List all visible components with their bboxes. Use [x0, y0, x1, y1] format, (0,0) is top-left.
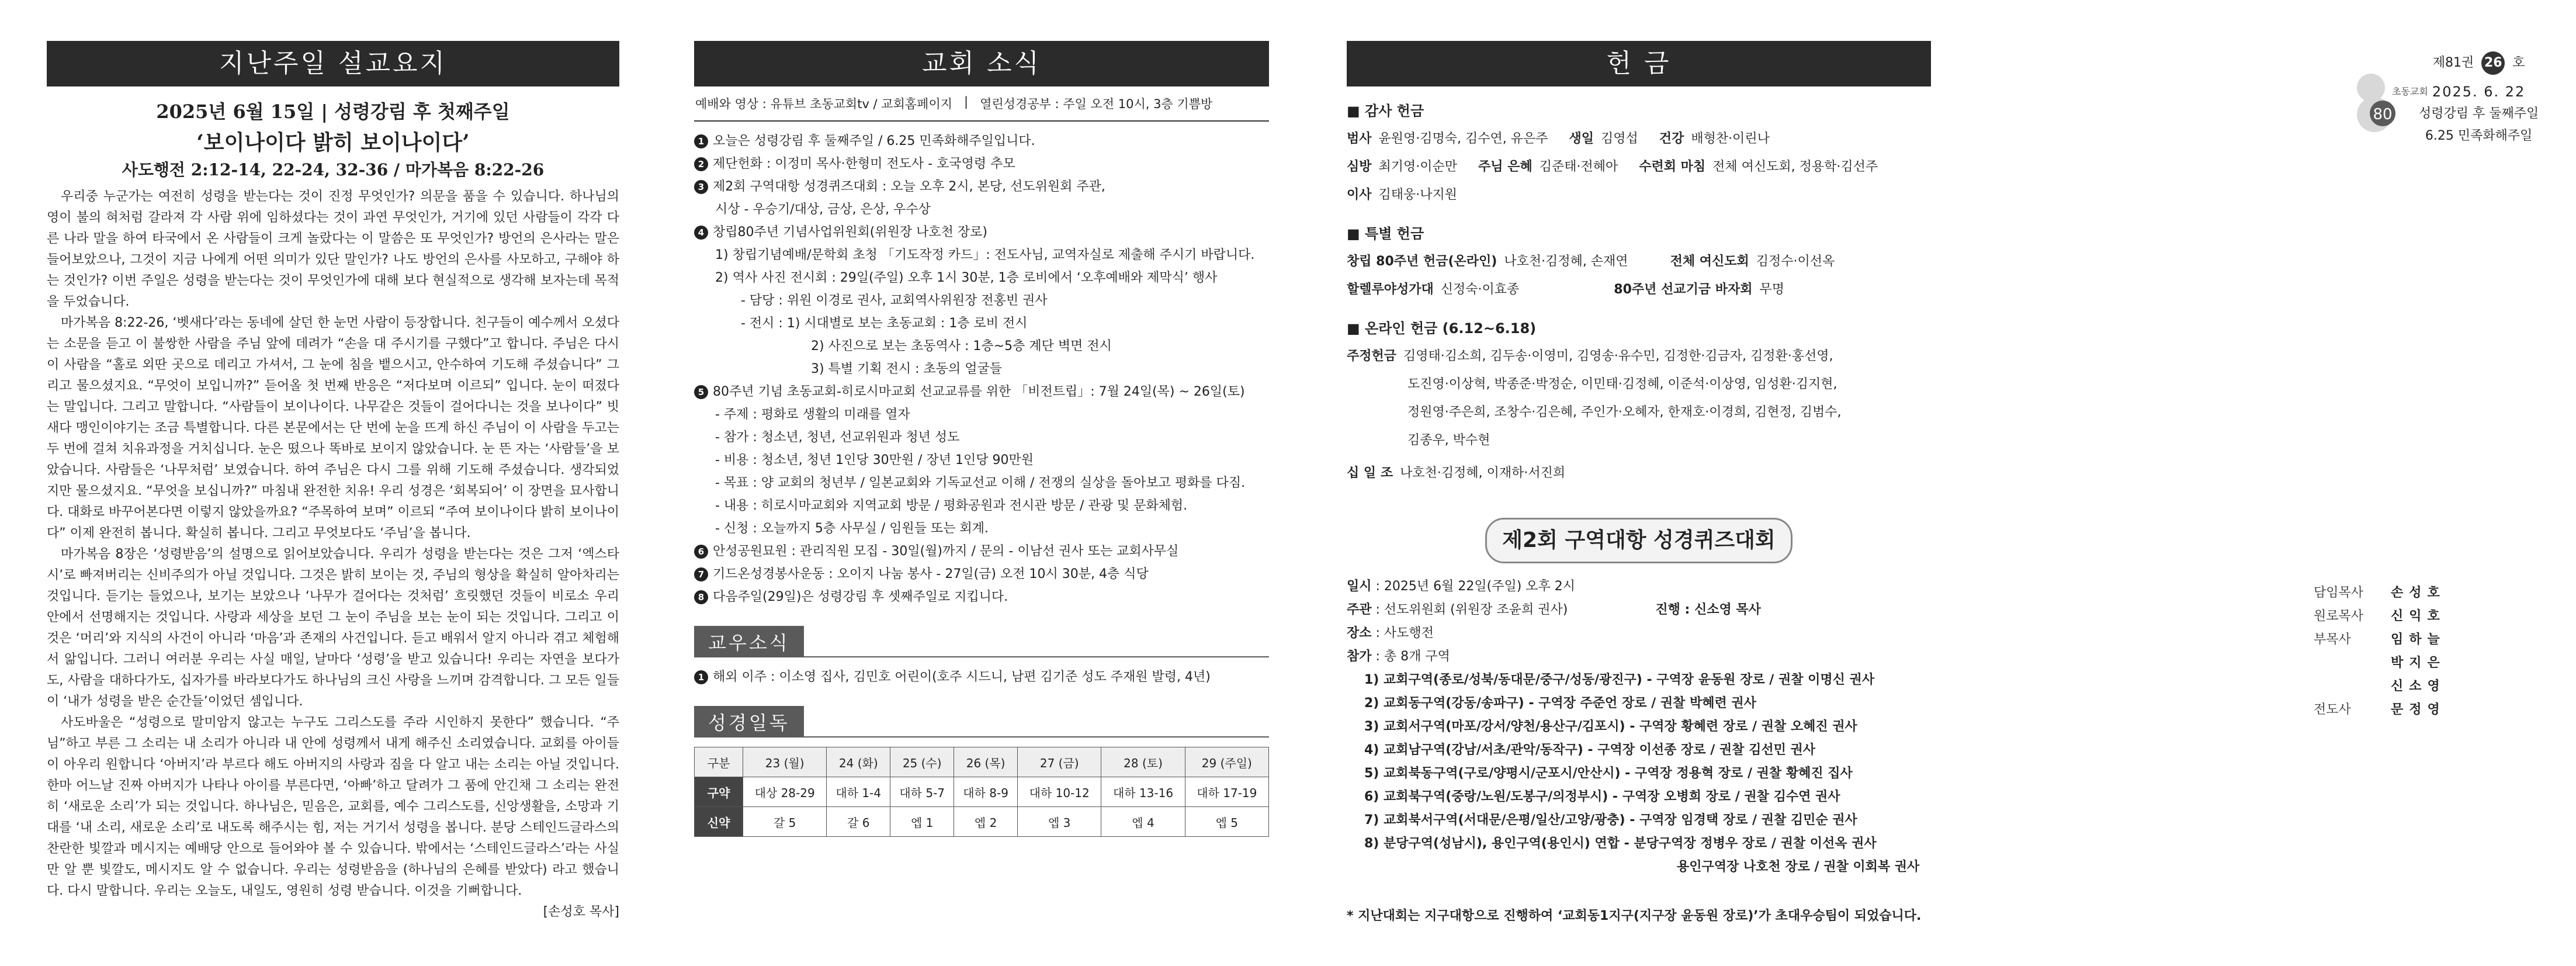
issue-number-badge: 26: [2481, 51, 2505, 75]
row-header: 구약: [695, 777, 743, 807]
news-info-bar: [694, 86, 1269, 122]
event-line: 장소 : 사도행전: [1347, 626, 1434, 640]
issue-suffix: 호: [2512, 56, 2525, 70]
list-item: - 신청 : 오늘까지 5층 사무실 / 임원들 또는 회계.: [715, 521, 989, 536]
number-badge-icon: 4: [694, 226, 708, 240]
table-header: 23 (월): [743, 747, 827, 777]
news-column: [694, 41, 1269, 837]
list-item: - 전시 : 1) 시대별로 보는 초동교회 : 1층 로비 전시: [741, 316, 1028, 331]
offering-column: [1347, 41, 1931, 879]
staff-row: 박지은: [2391, 656, 2446, 670]
table-header: 29 (주일): [1185, 747, 1268, 777]
number-badge-icon: 2: [694, 157, 708, 171]
table-row: [695, 807, 1269, 837]
special-offering-title: ■ 특별 헌금: [1347, 226, 1424, 242]
list-item: - 담당 : 위원 이경로 권사, 교회역사위원장 전홍빈 권사: [741, 293, 1048, 308]
offering-row: 십 일 조 나호천·김정혜, 이재하·서진희: [1347, 466, 1566, 480]
list-item: 2) 사진으로 보는 초동역사 : 1층~5층 계단 벽면 전시: [811, 339, 1112, 354]
list-item: - 참가 : 청소년, 청년, 선교위원과 청년 성도: [715, 430, 960, 445]
team-line: 7) 교회북서구역(서대문/은평/일산/고양/광충) - 구역장 임경택 장로 / 권찰 김민순 권사: [1364, 813, 1857, 827]
pastoral-news-title: 교우소식: [694, 626, 804, 657]
offering-row: 정원영·주은희, 조창수·김은혜, 주인가·오혜자, 한재호·이경희, 김현정, 김범수,: [1407, 405, 1842, 420]
list-item: - 비용 : 청소년, 청년 1인당 30만원 / 장년 1인당 90만원: [715, 453, 1034, 468]
team-line: 1) 교회구역(종로/성북/동대문/중구/성동/광진구) - 구역장 윤동원 장로 / 권찰 이명신 권사: [1364, 673, 1875, 687]
event-line: 주관 : 선도위원회 (위원장 조윤희 권사) 진행 : 신소영 목사: [1347, 598, 1931, 622]
issue-special-day: 6.25 민족화해주일: [2425, 129, 2533, 143]
quiz-note: * 지난대회는 지구대항으로 진행하여 ‘교회동1지구(지구장 윤동원 장로)’가 초대우승팀이 되었습니다.: [1347, 909, 1922, 923]
sermon-scripture: 사도행전 2:12-14, 22-24, 32-36 / 마가복음 8:22-26: [122, 160, 545, 179]
table-cell: 엡 1: [890, 807, 954, 837]
sermon-column: [47, 41, 619, 923]
quiz-event-title: 제2회 구역대항 성경퀴즈대회: [1485, 518, 1793, 563]
list-item: 2) 역사 사진 전시회 : 29일(주일) 오후 1시 30분, 1층 로비에서 ‘오후예배와 제막식’ 행사: [715, 271, 1218, 285]
team-line: 2) 교회동구역(강동/송파구) - 구역장 주준언 장로 / 권찰 박혜련 권사: [1364, 696, 1756, 711]
staff-row: 신소영: [2391, 679, 2446, 694]
news-banner: 교회 소식: [694, 41, 1269, 86]
offering-row: 주정헌금 김영태·김소희, 김두송·이영미, 김영송·유수민, 김정한·김금자, 김정환·홍선영,: [1347, 349, 1833, 363]
team-line: 용인구역장 나호천 장로 / 권찰 이회복 권사: [1677, 860, 1920, 874]
table-cell: 갈 5: [743, 807, 827, 837]
number-badge-icon: 5: [694, 385, 708, 399]
logo-mark: 80: [2373, 106, 2393, 123]
thanks-offering-title: ■ 감사 헌금: [1347, 103, 1424, 119]
table-cell: 엡 3: [1018, 807, 1101, 837]
table-header: 27 (금): [1018, 747, 1101, 777]
offering-row: 창립 80주년 헌금(온라인) 나호천·김정혜, 손재연 전체 여신도회 김정수·이선옥: [1347, 254, 1835, 269]
info-worship-video: 예배와 영상 : 유튜브 초동교회tv / 교회홈페이지: [695, 97, 953, 111]
list-item: 시상 - 우승기/대상, 금상, 은상, 우수상: [715, 202, 931, 217]
sermon-paragraph: 마가복음 8:22-26, ‘벳새다’라는 동네에 살던 한 눈먼 사람이 등장합니다. 친구들이 예수께서 오셨다는 소문을 듣고 이 불쌍한 사람을 주님 앞에 데려가 “손을 대 주시기를 구했다”고 합니다. 주님은 다시 이 사람을 “홀로 외딴 곳으로 데리고 가셔서, 그 눈에 침을 뱉으시고, 안수하여 기도해 주셨습니다” 그리고 물으셨지요. “무엇이 보입니까?” 듣어올 첫 번째 반응은 “저다보며 이르되” 입니다. 눈이 떠졌다는 말입니다. 그리고 말합니다. “사람들이 보이나이다. 나무같은 것들이 걸어다니는 것을 보나이다” 빗새다 맹인이야기는 조금 특별합니다. 다른 본문에서는 단 번에 눈을 뜨게 하신 주님이 이 사람을 두고는 두 번에 걸쳐 치유과정을 거치십니다. 눈은 떴으나 똑바로 보이지 않았습니다. 눈 뜬 자는 ‘사람들’을 보았습니다. 사람들은 ‘나무처럼’ 보였습니다. 하여 주님은 다시 그를 위해 기도해 주셨습니다. 생각되었지만 물으셨지요. “무엇을 보십니까?” 마침내 완전한 치유! 우리 성경은 ‘회복되어’ 이 장면을 묘사합니다. 대화로 바꾸어본다면 이렇지 않았을까요? “주목하여 보며” 이르되 “주여 보이나이다 밝히 보이나이다” 이제 완전히 봅니다. 확실히 봅니다. 그리고 무엇보다도 ‘주님’을 봅니다.: [47, 316, 619, 541]
offering-row: 김종우, 박수현: [1407, 433, 1490, 448]
team-line: 5) 교회북동구역(구로/양평시/군포시/안산시) - 구역장 정용혁 장로 / 권찰 황혜진 집사: [1364, 766, 1853, 781]
church-logo: [2349, 70, 2428, 137]
pastoral-news-list: [694, 666, 1269, 688]
sermon-banner: 지난주일 설교요지: [47, 41, 619, 86]
issue-date: 2025. 6. 22: [2432, 84, 2526, 100]
list-item: 3 제2회 구역대항 성경퀴즈대회 : 오늘 오후 2시, 본당, 선도위원회 주관,: [694, 175, 1269, 198]
offering-row: 할렐루야성가대 신정숙·이효종 80주년 선교기금 바자회 무명: [1347, 282, 1784, 297]
table-cell: 대하 5-7: [890, 777, 954, 807]
table-cell: 대상 28-29: [743, 777, 827, 807]
table-header: 28 (토): [1101, 747, 1185, 777]
row-header: 신약: [695, 807, 743, 837]
list-item: 6 안성공원묘원 : 관리직원 모집 - 30일(월)까지 / 문의 - 이남선 권사 또는 교회사무실: [694, 540, 1269, 563]
list-item: 1 해외 이주 : 이소영 집사, 김민호 어린이(호주 시드니, 남편 김기준 성도 주재원 발령, 4년): [694, 666, 1269, 688]
number-badge-icon: 8: [694, 590, 708, 604]
list-item: 7 기드온성경봉사운동 : 오이지 나눔 봉사 - 27일(금) 오전 10시 30분, 4층 식당: [694, 563, 1269, 586]
number-badge-icon: 6: [694, 545, 708, 559]
offering-row: 심방 최기영·이순만 주님 은혜 김준태·전혜아 수련회 마침 전체 여신도회, 정용학·김선주: [1347, 160, 1878, 174]
list-item: - 목표 : 양 교회의 청년부 / 일본교회와 기독교선교 이해 / 전쟁의 실상을 돌아보고 평화를 다짐.: [715, 476, 1246, 490]
table-cell: 엡 4: [1101, 807, 1185, 837]
table-row: [695, 777, 1269, 807]
list-item: - 내용 : 히로시마교회와 지역교회 방문 / 평화공원과 전시관 방문 / 관광 및 문화체험.: [715, 498, 1188, 513]
bible-reading-table: [694, 747, 1269, 837]
table-cell: 대하 8-9: [954, 777, 1018, 807]
news-list: [694, 130, 1269, 608]
issue-line: [2419, 51, 2539, 75]
church-name: 초동교회: [2392, 86, 2428, 97]
sermon-paragraph: 마가복음 8장은 ‘성령받음’의 설명으로 읽어보았습니다. 우리가 성령을 받는다는 것은 그저 ‘엑스타시’로 빠져버리는 신비주의가 아닐 것입니다. 그것은 밝히 보이는 것, 주님의 형상을 확실히 알아차리는 것입니다. 듣기는 들었으나, 보기는 보았으나 ‘나무가 걸어다는 것처럼’ 흐릿했던 것들이 비로소 우리 안에서 선명해지는 것입니다. 사랑과 세상을 보던 그 눈이 주님을 보는 눈이 되는 것입니다. 그리고 이것은 ‘머리’와 지식의 사건이 아니라 ‘마음’과 존재의 사건입니다. 듣고 배워서 알지 아니라 겪고 체험해서 앎입니다. 그러니 여러분 우리는 사실 매일, 날마다 ‘성령’을 받고 있습니다! 우리는 자연을 보다가도, 사람을 대하다가도, 십자가를 바라보다가도 하나님의 크신 사랑을 느끼며 감격합니다. 그 모든 일들이 ‘내가 성령을 받은 순간들’이었던 셈입니다.: [47, 547, 619, 709]
number-badge-icon: 3: [694, 180, 708, 194]
list-item: 3) 특별 기획 전시 : 초동의 얼굴들: [811, 362, 1002, 376]
team-line: 3) 교회서구역(마포/강서/양천/용산구/김포시) - 구역장 황혜련 장로 / 권찰 오혜진 권사: [1364, 719, 1857, 734]
sermon-paragraph: 사도바울은 “성령으로 말미암지 않고는 누구도 그리스도를 주라 시인하지 못한다” 했습니다. “주님”하고 부른 그 소리는 내 소리가 아니라 내 안에 성령께서 내게 해주신 소리였습니다. 교회를 아이들이 아우리 원합니다 ‘아버지’라 부르다 해도 아버지의 사랑과 짐을 다 알고 내는 소리는 아닐 것입니다. 한마 어느날 진짜 아버지가 나타나 아이를 부른다면, ‘아빠’하고 달려가 그 품에 안긴채 그 소리는 완전히 ‘새로운 소리’가 되는 것입니다. 하나님은, 믿음은, 교회를, 예수 그리스도를, 신앙생활을, 소망과 기대를 ‘내 소리, 새로운 소리’로 내도록 해주시는 힘, 저는 거기서 성령을 봅니다. 분당 스테인드글라스의 찬란한 빛깔과 메시지는 예배당 안으로 들어와야 볼 수 있습니다. 밖에서는 ‘스테인드글라스’라는 사실만 알 뿐 빛깔도, 메시지도 알 수 없습니다. 우리는 성령받음을 (하나님의 은혜를 받았다) 라고 했습니다. 다시 말합니다. 우리는 오늘도, 내일도, 영원히 성령 받습니다. 이것을 기뻐합니다.: [47, 715, 619, 898]
event-line: 일시 : 2025년 6월 22일(주일) 오후 2시: [1347, 579, 1576, 594]
event-host: 진행 : 신소영 목사: [1655, 603, 1761, 617]
team-line: 8) 분당구역(성남시), 용인구역(용인시) 연합 - 분당구역장 정병우 장로 / 권찰 이선옥 권사: [1364, 836, 1877, 851]
list-item: 5 80주년 기념 초동교회-히로시마교회 선교교류를 위한 「비전트립」: 7월 24일(목) ~ 26일(토): [694, 380, 1269, 403]
table-header: 24 (화): [827, 747, 890, 777]
offering-row: 도진영·이상혁, 박종준·박정순, 이민태·김정혜, 이준석·이상영, 임성환·김지현,: [1407, 377, 1837, 392]
offering-row: 범사 윤원영·김명숙, 김수연, 유은주 생일 김영섭 건강 배형찬·이린나: [1347, 131, 1770, 146]
info-separator: |: [964, 95, 969, 109]
team-line: 6) 교회북구역(중랑/노원/도봉구/의정부시) - 구역장 오병희 장로 / 권찰 김수연 권사: [1364, 790, 1840, 804]
number-badge-icon: 7: [694, 567, 708, 581]
info-bible-study: 열린성경공부 : 주일 오전 10시, 3층 기쁨방: [980, 97, 1213, 111]
staff-row: 부목사 임하늘: [2314, 632, 2446, 647]
staff-row: 원로목사 신익호: [2314, 609, 2446, 624]
number-badge-icon: 1: [694, 670, 708, 684]
table-cell: 대하 17-19: [1185, 777, 1268, 807]
list-item: 4 창립80주년 기념사업위원회(위원장 나호천 장로): [694, 221, 1269, 244]
issue-meta: [2419, 51, 2539, 147]
table-cell: 갈 6: [827, 807, 890, 837]
issue-sunday: 성령강림 후 둘째주일: [2419, 106, 2539, 121]
volume: 제81권: [2432, 56, 2474, 70]
sermon-paragraph: 우리중 누군가는 여전히 성령을 받는다는 것이 진정 무엇인가? 의문을 품을 수 있습니다. 하나님의 영이 불의 혀처럼 갈라져 각 사람 위에 임하셨다는 것이 과연 무엇인가, 거기에 있던 사람들이 각각 다른 나라 말을 하여 타국에서 온 사람들이 크게 놀랐다는 이 말씀은 또 무엇인가? 방언의 은사라는 말은 들어보았으나, 그것이 지금 나에게 어떤 의미가 있단 말인가? 나도 방언의 은사를 사모하고, 구해야 하는 것인가? 이번 주일은 성령을 받는다는 것이 무엇인가에 대해 보다 현실적으로 생각해 보자는데 목적을 두었습니다.: [47, 189, 619, 309]
table-header: 구분: [695, 747, 743, 777]
church-logo-icon: [2349, 70, 2413, 134]
list-item: - 주제 : 평화로 생활의 미래를 열자: [715, 407, 910, 422]
table-cell: 엡 5: [1185, 807, 1268, 837]
online-offering-title: ■ 온라인 헌금 (6.12~6.18): [1347, 320, 1537, 337]
offering-banner: 헌 금: [1347, 41, 1931, 86]
team-line: 4) 교회남구역(강남/서초/관악/동작구) - 구역장 이선종 장로 / 권찰 김선민 권사: [1364, 743, 1815, 757]
sermon-date: 2025년 6월 15일 | 성령강림 후 첫째주일: [156, 101, 510, 123]
list-item: 2 제단헌화 : 이정미 목사·한형미 전도사 - 호국영령 추모: [694, 153, 1269, 175]
sermon-title: ‘보이나이다 밝히 보이나이다’: [196, 130, 470, 155]
table-header: 26 (목): [954, 747, 1018, 777]
table-cell: 대하 10-12: [1018, 777, 1101, 807]
list-item: 1) 창립기념예배/문학회 초청 「기도작정 카드」: 전도사님, 교역자실로 제출해 주시기 바랍니다.: [715, 248, 1255, 262]
staff-list: [2314, 581, 2446, 722]
table-header: 25 (수): [890, 747, 954, 777]
sermon-signature: [손성호 목사]: [543, 905, 619, 919]
table-cell: 대하 13-16: [1101, 777, 1185, 807]
event-line: 참가 : 총 8개 구역: [1347, 649, 1450, 664]
number-badge-icon: 1: [694, 134, 708, 148]
offering-row: 이사 김태웅·나지원: [1347, 188, 1458, 202]
list-item: 1 오늘은 성령강림 후 둘째주일 / 6.25 민족화해주일입니다.: [694, 130, 1269, 153]
table-cell: 엡 2: [954, 807, 1018, 837]
table-row: [695, 747, 1269, 777]
staff-row: 전도사 문정영: [2314, 702, 2446, 717]
bible-reading-title: 성경일독: [694, 706, 804, 738]
table-cell: 대하 1-4: [827, 777, 890, 807]
list-item: 8 다음주일(29일)은 성령강림 후 셋째주일로 지킵니다.: [694, 586, 1269, 608]
staff-row: 담임목사 손성호: [2314, 586, 2446, 600]
quiz-event-details: [1347, 575, 1931, 879]
